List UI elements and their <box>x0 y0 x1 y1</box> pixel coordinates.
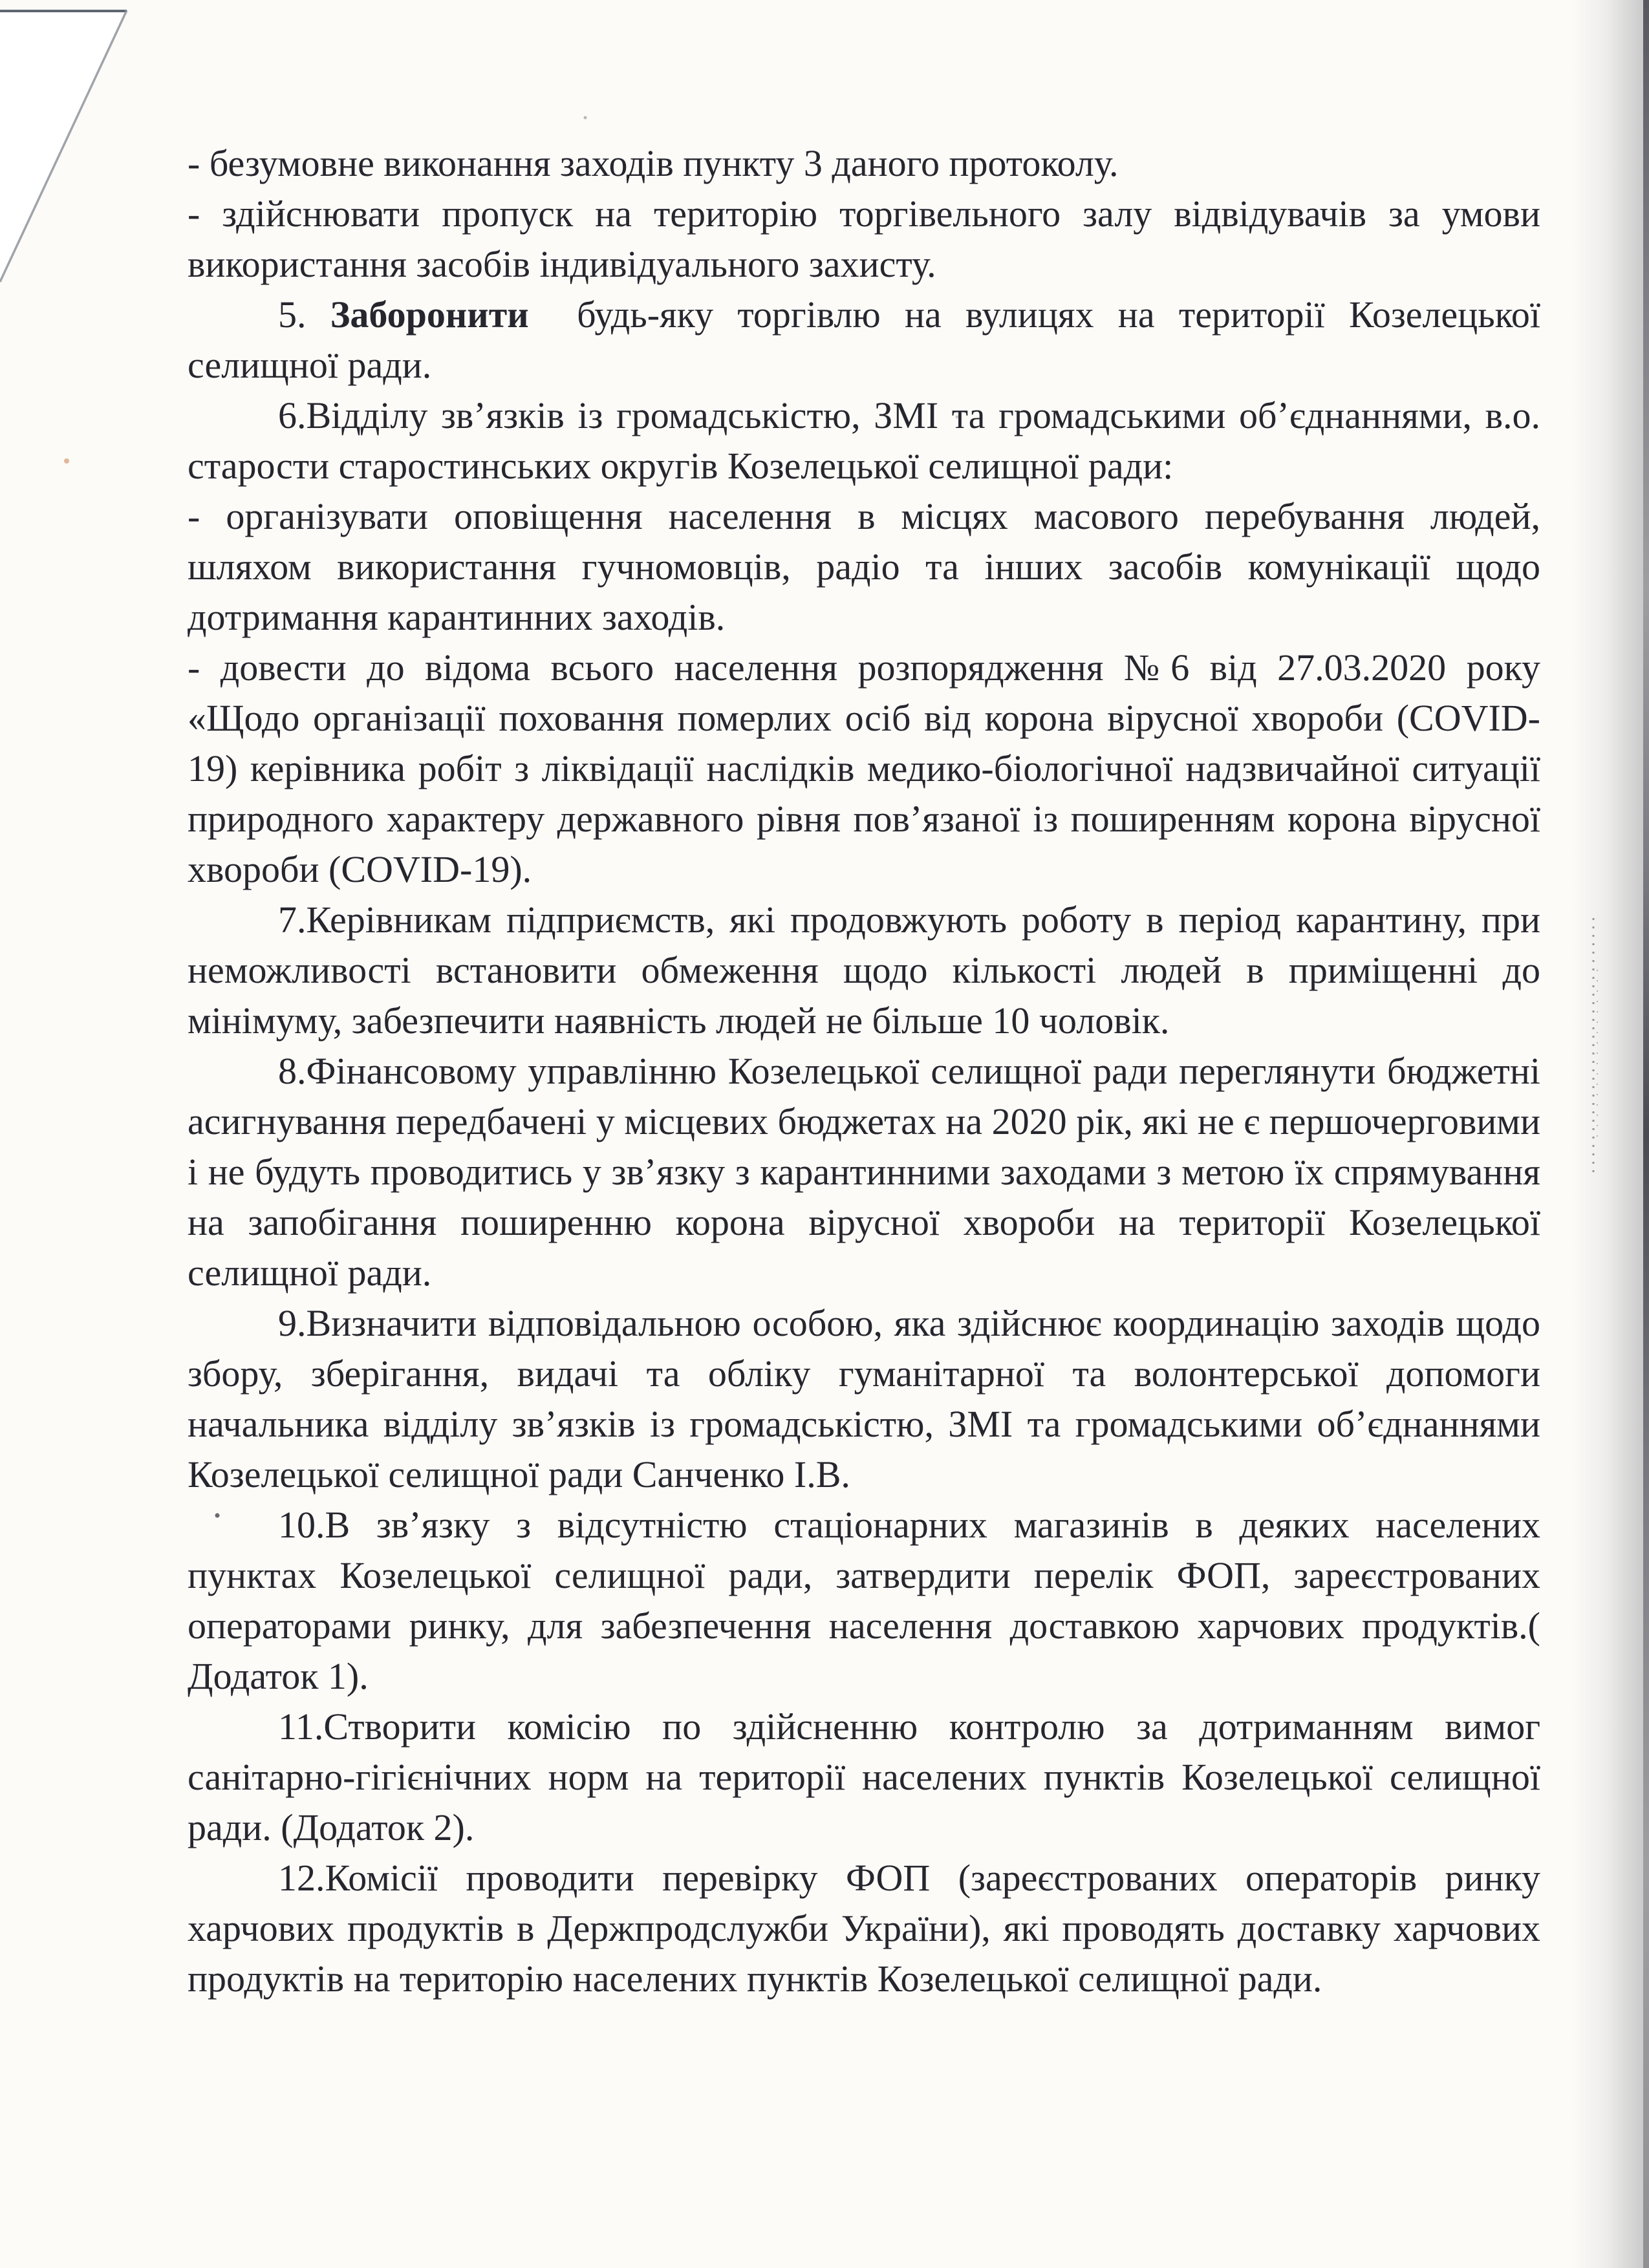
page-right-edge-shadow <box>1571 0 1649 2268</box>
paragraph-text: 12.Комісії проводити перевірку ФОП (зареєстрованих операторів ринку харчових продуктів в Держпродслужби України), які проводять доставку харчових продуктів на територію населених пунктів Козелецької селищної ради. <box>188 1857 1540 2000</box>
document-body <box>188 138 1540 2004</box>
paragraph <box>188 189 1540 290</box>
paragraph <box>188 1853 1540 2004</box>
paragraph <box>188 491 1540 643</box>
paragraph <box>188 1298 1540 1500</box>
paragraph-text: будь-яку торгівлю на вулицях на території Козелецької селищної ради. <box>188 294 1541 386</box>
paragraph-text: 7.Керівникам підприємств, які продовжують роботу в період карантину, при неможливості встановити обмеження щодо кількості людей в приміщенні до мінімуму, забезпечити наявність людей не більше 10 чоловік. <box>188 899 1540 1042</box>
paragraph-text: - здійснювати пропуск на територію торгівельного залу відвідувачів за умови використання засобів індивідуального захисту. <box>188 193 1540 285</box>
paragraph <box>188 1702 1540 1853</box>
paragraph-text: 5. <box>278 294 330 336</box>
paragraph-text: - організувати оповіщення населення в місцях масового перебування людей, шляхом використання гучномовців, радіо та інших засобів комунікації щодо дотримання карантинних заходів. <box>188 495 1540 638</box>
paragraph <box>188 1500 1540 1702</box>
paragraph-text: 11.Створити комісію по здійсненню контролю за дотриманням вимог санітарно-гігієнічних норм на території населених пунктів Козелецької селищної ради. (Додаток 2). <box>188 1706 1540 1848</box>
paragraph-text: 8.Фінансовому управлінню Козелецької селищної ради переглянути бюджетні асигнування передбачені у місцевих бюджетах на 2020 рік, які не є першочерговими і не будуть проводитись у зв’язку з карантинними заходами з метою їх спрямування на запобігання поширенню корона вірусної хвороби на території Козелецької селищної ради. <box>188 1050 1540 1294</box>
paragraph-text-bold: Заборонити <box>330 294 529 336</box>
paragraph <box>188 1046 1540 1298</box>
paragraph-text: - безумовне виконання заходів пункту 3 даного протоколу. <box>188 142 1119 184</box>
paragraph <box>188 643 1540 895</box>
paragraph <box>188 895 1540 1046</box>
paragraph-text: 9.Визначити відповідальною особою, яка здійснює координацію заходів щодо збору, зберігання, видачі та обліку гуманітарної та волонтерської допомоги начальника відділу зв’язків із громадськістю, ЗМІ та громадськими об’єднаннями Козелецької селищної ради Санченко І.В. <box>188 1302 1540 1495</box>
paragraph-text: 10.В зв’язку з відсутністю стаціонарних магазинів в деяких населених пунктах Козелецької селищної ради, затвердити перелік ФОП, зареєстрованих операторами ринку, для забезпечення населення доставкою харчових продуктів.( Додаток 1). <box>188 1504 1540 1697</box>
paragraph <box>188 290 1540 390</box>
page-fold-corner <box>0 10 127 282</box>
page-fold-crease-line <box>0 10 127 282</box>
scan-speck <box>64 458 69 464</box>
scanner-right-edge <box>1643 0 1649 2268</box>
paragraph <box>188 390 1540 491</box>
paragraph-text: - довести до відома всього населення розпорядження №6 від 27.03.2020 року «Щодо організації поховання померлих осіб від корона вірусної хвороби (COVID-19) керівника робіт з ліквідації наслідків медико-біологічної надзвичайної ситуації природного характеру державного рівня пов’язаної із поширенням корона вірусної хвороби (COVID-19). <box>188 647 1540 890</box>
paragraph-text: 6.Відділу зв’язків із громадськістю, ЗМІ та громадськими об’єднаннями, в.о. старости старостинських округів Козелецької селищної ради: <box>188 394 1540 487</box>
scan-speck-2 <box>584 116 587 120</box>
paragraph <box>188 138 1540 189</box>
